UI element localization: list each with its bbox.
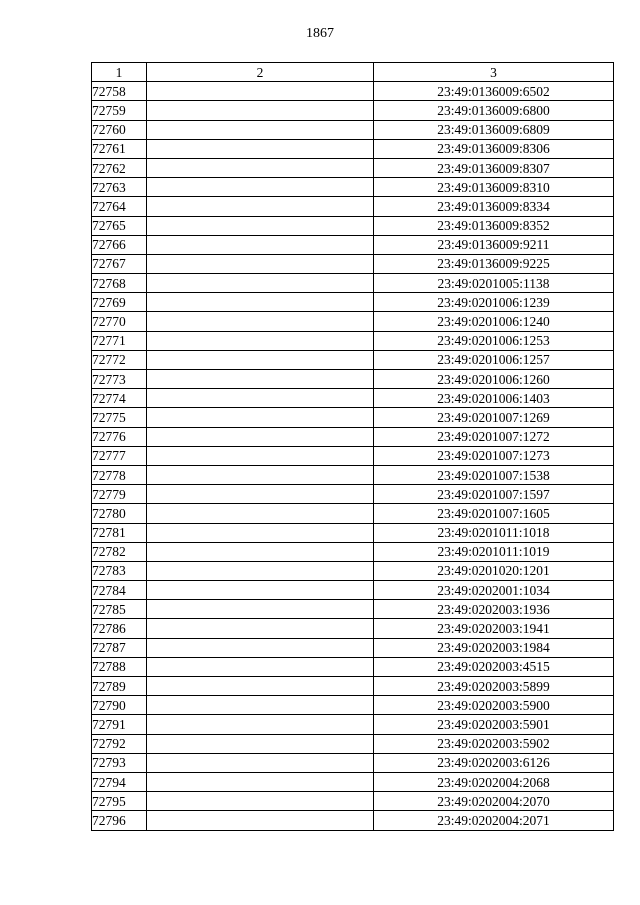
empty-cell: [147, 677, 374, 696]
table-row: [92, 293, 614, 312]
column-header-2: 2: [147, 63, 374, 82]
row-number-cell: 72792: [92, 734, 147, 753]
cadastral-number-cell: 23:49:0202003:1936: [374, 600, 614, 619]
empty-cell: [147, 542, 374, 561]
row-number-cell: 72775: [92, 408, 147, 427]
empty-cell: [147, 504, 374, 523]
column-header-3: 3: [374, 63, 614, 82]
table-row: [92, 600, 614, 619]
table-row: [92, 619, 614, 638]
cadastral-number-cell: 23:49:0201006:1257: [374, 350, 614, 369]
empty-cell: [147, 235, 374, 254]
table-row: [92, 715, 614, 734]
cadastral-number-cell: 23:49:0201007:1269: [374, 408, 614, 427]
table-row: [92, 696, 614, 715]
empty-cell: [147, 101, 374, 120]
table-row: [92, 389, 614, 408]
table-row: [92, 523, 614, 542]
table-row: [92, 254, 614, 273]
empty-cell: [147, 274, 374, 293]
empty-cell: [147, 120, 374, 139]
cadastral-number-cell: 23:49:0136009:6502: [374, 82, 614, 101]
table-row: [92, 657, 614, 676]
empty-cell: [147, 139, 374, 158]
row-number-cell: 72766: [92, 235, 147, 254]
table-row: [92, 158, 614, 177]
cadastral-number-cell: 23:49:0202004:2068: [374, 772, 614, 791]
row-number-cell: 72758: [92, 82, 147, 101]
cadastral-number-cell: 23:49:0202003:1984: [374, 638, 614, 657]
row-number-cell: 72787: [92, 638, 147, 657]
row-number-cell: 72790: [92, 696, 147, 715]
row-number-cell: 72788: [92, 657, 147, 676]
table-row: [92, 197, 614, 216]
registry-table: [91, 62, 614, 831]
row-number-cell: 72777: [92, 446, 147, 465]
cadastral-number-cell: 23:49:0201007:1605: [374, 504, 614, 523]
empty-cell: [147, 696, 374, 715]
cadastral-number-cell: 23:49:0202003:1941: [374, 619, 614, 638]
row-number-cell: 72791: [92, 715, 147, 734]
empty-cell: [147, 254, 374, 273]
table-row: [92, 235, 614, 254]
cadastral-number-cell: 23:49:0136009:8306: [374, 139, 614, 158]
row-number-cell: 72760: [92, 120, 147, 139]
table-row: [92, 331, 614, 350]
cadastral-number-cell: 23:49:0136009:8352: [374, 216, 614, 235]
cadastral-number-cell: 23:49:0202003:5899: [374, 677, 614, 696]
table-row: [92, 792, 614, 811]
empty-cell: [147, 638, 374, 657]
row-number-cell: 72782: [92, 542, 147, 561]
cadastral-number-cell: 23:49:0202001:1034: [374, 581, 614, 600]
row-number-cell: 72764: [92, 197, 147, 216]
table-row: [92, 216, 614, 235]
cadastral-number-cell: 23:49:0202003:4515: [374, 657, 614, 676]
row-number-cell: 72763: [92, 178, 147, 197]
table-row: [92, 120, 614, 139]
table-row: [92, 274, 614, 293]
row-number-cell: 72772: [92, 350, 147, 369]
cadastral-number-cell: 23:49:0136009:8307: [374, 158, 614, 177]
empty-cell: [147, 293, 374, 312]
table-row: [92, 772, 614, 791]
row-number-cell: 72784: [92, 581, 147, 600]
row-number-cell: 72774: [92, 389, 147, 408]
table-row: [92, 446, 614, 465]
table-row: [92, 485, 614, 504]
cadastral-number-cell: 23:49:0201011:1019: [374, 542, 614, 561]
row-number-cell: 72794: [92, 772, 147, 791]
cadastral-number-cell: 23:49:0201007:1538: [374, 465, 614, 484]
empty-cell: [147, 734, 374, 753]
cadastral-number-cell: 23:49:0202003:6126: [374, 753, 614, 772]
row-number-cell: 72778: [92, 465, 147, 484]
empty-cell: [147, 370, 374, 389]
cadastral-number-cell: 23:49:0201007:1272: [374, 427, 614, 446]
cadastral-number-cell: 23:49:0202004:2071: [374, 811, 614, 830]
cadastral-number-cell: 23:49:0202004:2070: [374, 792, 614, 811]
table-row: [92, 753, 614, 772]
empty-cell: [147, 581, 374, 600]
row-number-cell: 72769: [92, 293, 147, 312]
empty-cell: [147, 485, 374, 504]
table-row: [92, 101, 614, 120]
row-number-cell: 72783: [92, 561, 147, 580]
table-row: [92, 139, 614, 158]
row-number-cell: 72767: [92, 254, 147, 273]
empty-cell: [147, 197, 374, 216]
cadastral-number-cell: 23:49:0136009:6800: [374, 101, 614, 120]
empty-cell: [147, 178, 374, 197]
cadastral-number-cell: 23:49:0201006:1253: [374, 331, 614, 350]
table-row: [92, 350, 614, 369]
table-body: [92, 82, 614, 830]
row-number-cell: 72771: [92, 331, 147, 350]
row-number-cell: 72768: [92, 274, 147, 293]
table-row: [92, 581, 614, 600]
row-number-cell: 72786: [92, 619, 147, 638]
empty-cell: [147, 561, 374, 580]
cadastral-number-cell: 23:49:0201005:1138: [374, 274, 614, 293]
row-number-cell: 72773: [92, 370, 147, 389]
empty-cell: [147, 465, 374, 484]
table-row: [92, 638, 614, 657]
cadastral-number-cell: 23:49:0201020:1201: [374, 561, 614, 580]
empty-cell: [147, 408, 374, 427]
empty-cell: [147, 753, 374, 772]
row-number-cell: 72776: [92, 427, 147, 446]
empty-cell: [147, 715, 374, 734]
cadastral-number-cell: 23:49:0202003:5900: [374, 696, 614, 715]
row-number-cell: 72761: [92, 139, 147, 158]
cadastral-number-cell: 23:49:0201006:1403: [374, 389, 614, 408]
cadastral-number-cell: 23:49:0136009:9211: [374, 235, 614, 254]
row-number-cell: 72765: [92, 216, 147, 235]
row-number-cell: 72780: [92, 504, 147, 523]
cadastral-number-cell: 23:49:0202003:5902: [374, 734, 614, 753]
cadastral-number-cell: 23:49:0136009:8310: [374, 178, 614, 197]
empty-cell: [147, 811, 374, 830]
empty-cell: [147, 446, 374, 465]
table-row: [92, 408, 614, 427]
row-number-cell: 72759: [92, 101, 147, 120]
table-row: [92, 370, 614, 389]
table-row: [92, 427, 614, 446]
empty-cell: [147, 331, 374, 350]
table-header-row: [92, 63, 614, 82]
empty-cell: [147, 600, 374, 619]
table-row: [92, 561, 614, 580]
empty-cell: [147, 389, 374, 408]
cadastral-number-cell: 23:49:0201006:1239: [374, 293, 614, 312]
cadastral-number-cell: 23:49:0201007:1597: [374, 485, 614, 504]
row-number-cell: 72762: [92, 158, 147, 177]
empty-cell: [147, 523, 374, 542]
cadastral-number-cell: 23:49:0201006:1240: [374, 312, 614, 331]
column-header-1: 1: [92, 63, 147, 82]
cadastral-number-cell: 23:49:0201006:1260: [374, 370, 614, 389]
empty-cell: [147, 82, 374, 101]
row-number-cell: 72795: [92, 792, 147, 811]
empty-cell: [147, 772, 374, 791]
empty-cell: [147, 657, 374, 676]
empty-cell: [147, 427, 374, 446]
table-row: [92, 82, 614, 101]
cadastral-number-cell: 23:49:0201011:1018: [374, 523, 614, 542]
table-row: [92, 312, 614, 331]
cadastral-number-cell: 23:49:0136009:9225: [374, 254, 614, 273]
cadastral-number-cell: 23:49:0201007:1273: [374, 446, 614, 465]
table-row: [92, 734, 614, 753]
empty-cell: [147, 312, 374, 331]
row-number-cell: 72789: [92, 677, 147, 696]
row-number-cell: 72796: [92, 811, 147, 830]
row-number-cell: 72793: [92, 753, 147, 772]
table-row: [92, 465, 614, 484]
empty-cell: [147, 216, 374, 235]
row-number-cell: 72770: [92, 312, 147, 331]
table-row: [92, 677, 614, 696]
row-number-cell: 72779: [92, 485, 147, 504]
cadastral-number-cell: 23:49:0202003:5901: [374, 715, 614, 734]
empty-cell: [147, 158, 374, 177]
row-number-cell: 72781: [92, 523, 147, 542]
cadastral-number-cell: 23:49:0136009:8334: [374, 197, 614, 216]
table-row: [92, 811, 614, 830]
table-row: [92, 504, 614, 523]
empty-cell: [147, 350, 374, 369]
row-number-cell: 72785: [92, 600, 147, 619]
table-row: [92, 178, 614, 197]
page-number: 1867: [306, 26, 334, 41]
cadastral-number-cell: 23:49:0136009:6809: [374, 120, 614, 139]
empty-cell: [147, 792, 374, 811]
table-row: [92, 542, 614, 561]
empty-cell: [147, 619, 374, 638]
